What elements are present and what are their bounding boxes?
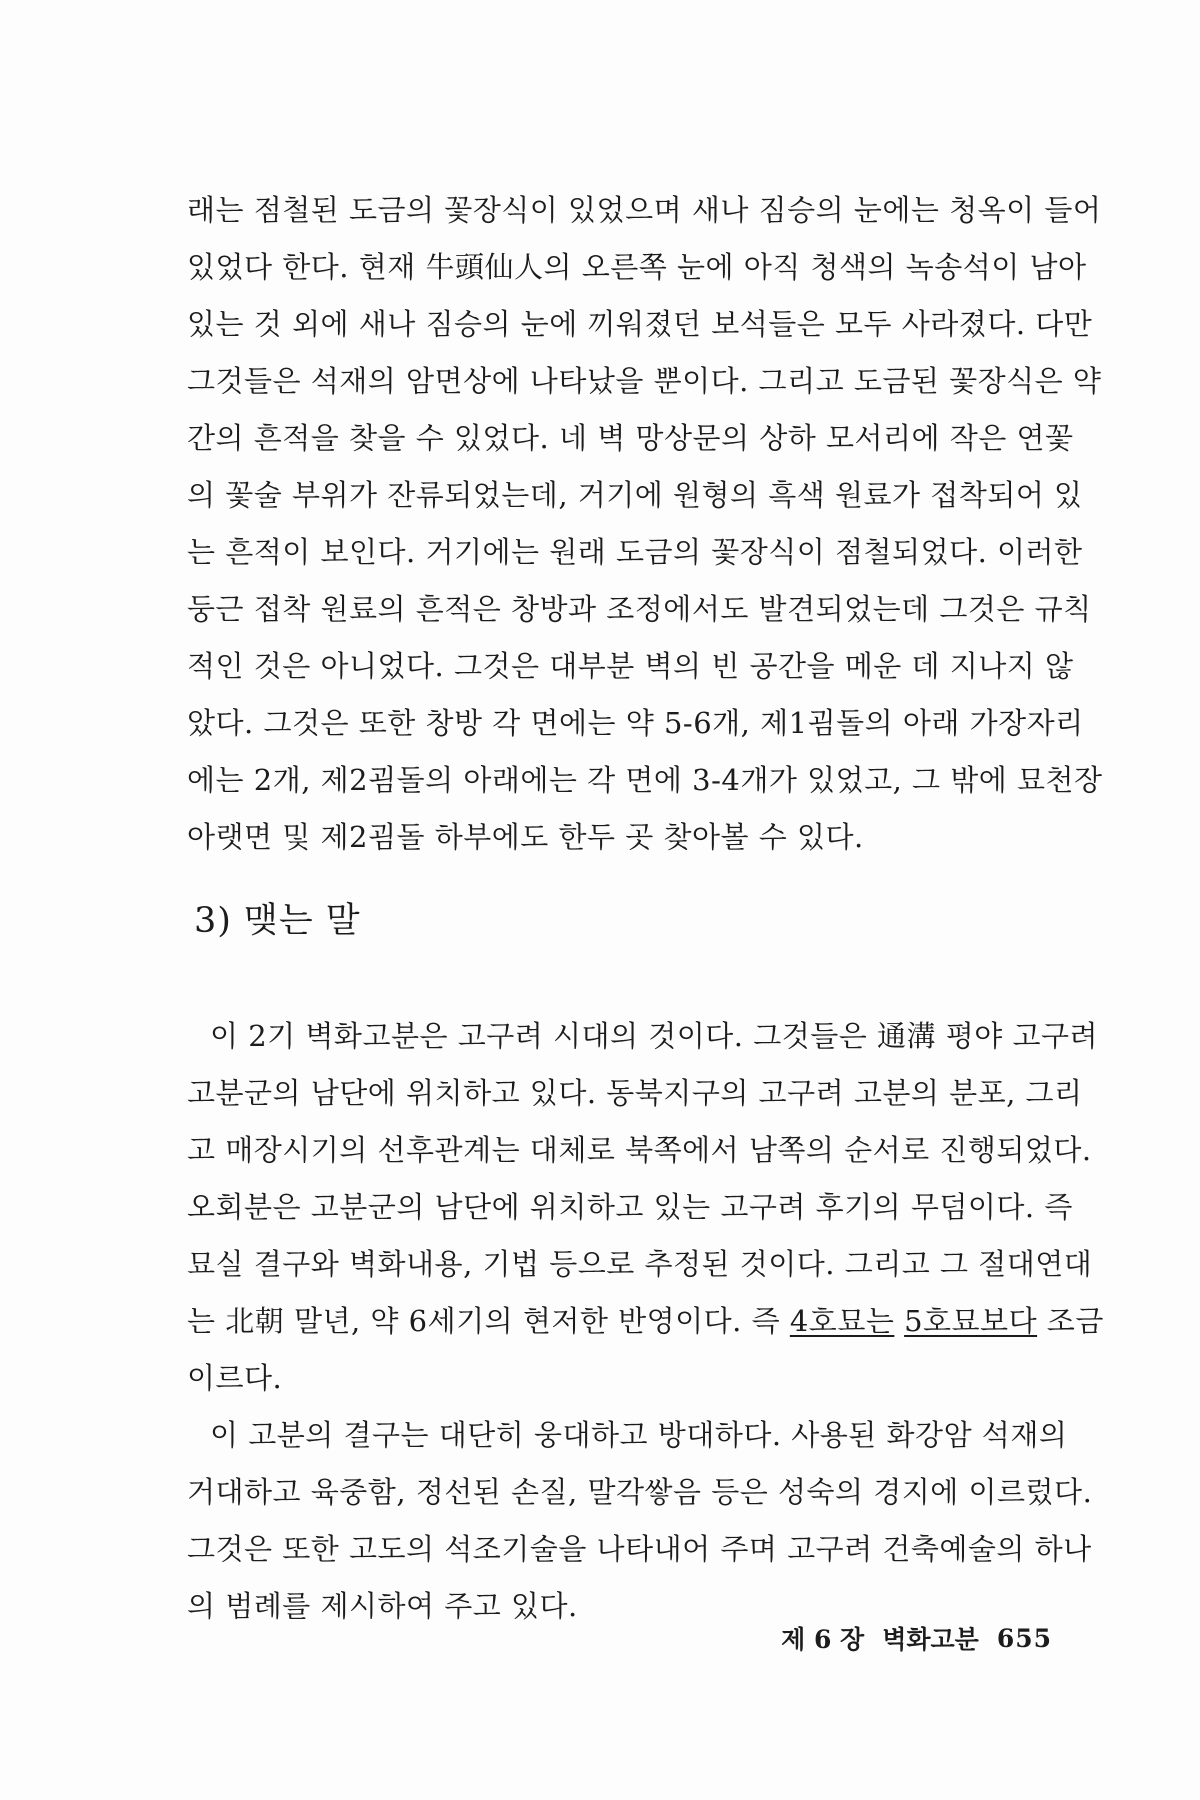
page-footer xyxy=(770,1618,1052,1658)
text-segment: 조금 xyxy=(1037,1304,1104,1338)
body-text-line: 아랫면 및 제2굄돌 하부에도 한두 곳 찾아볼 수 있다. xyxy=(187,820,864,854)
body-text-line xyxy=(187,1293,1104,1349)
body-text-line: 있는 것 외에 새나 짐승의 눈에 끼워졌던 보석들은 모두 사라졌다. 다만 xyxy=(187,307,1093,341)
body-text-line: 적인 것은 아니었다. 그것은 대부분 벽의 빈 공간을 메운 데 지나지 않 xyxy=(187,649,1074,683)
body-text-line: 이 2기 벽화고분은 고구려 시대의 것이다. 그것들은 通溝 평야 고구려 xyxy=(210,1019,1098,1053)
body-text-line: 는 흔적이 보인다. 거기에는 원래 도금의 꽃장식이 점철되었다. 이러한 xyxy=(187,535,1083,569)
body-text-line: 묘실 결구와 벽화내용, 기법 등으로 추정된 것이다. 그리고 그 절대연대 xyxy=(187,1247,1093,1281)
body-text-line: 둥근 접착 원료의 흔적은 창방과 조정에서도 발견되었는데 그것은 규칙 xyxy=(187,592,1092,626)
body-text-line: 래는 점철된 도금의 꽃장식이 있었으며 새나 짐승의 눈에는 청옥이 들어 xyxy=(187,193,1102,227)
body-text-line: 그것들은 석재의 암면상에 나타났을 뿐이다. 그리고 도금된 꽃장식은 약 xyxy=(187,364,1102,398)
body-text-line: 에는 2개, 제2굄돌의 아래에는 각 면에 3-4개가 있었고, 그 밖에 묘천장 xyxy=(187,763,1103,797)
body-text-line: 오회분은 고분군의 남단에 위치하고 있는 고구려 후기의 무덤이다. 즉 xyxy=(187,1190,1073,1224)
body-text-line: 이르다. xyxy=(187,1361,283,1395)
body-text-line: 의 꽃술 부위가 잔류되었는데, 거기에 원형의 흑색 원료가 접착되어 있 xyxy=(187,478,1083,512)
section-heading: 3) 맺는 말 xyxy=(194,901,361,941)
body-text-line: 았다. 그것은 또한 창방 각 면에는 약 5-6개, 제1굄돌의 아래 가장자리 xyxy=(187,706,1084,740)
underlined-text: 5호묘보다 xyxy=(904,1304,1038,1338)
body-text-line: 의 범례를 제시하여 주고 있다. xyxy=(187,1589,578,1623)
text-segment: 는 北朝 말년, 약 6세기의 현저한 반영이다. 즉 xyxy=(187,1304,790,1338)
body-text-line: 거대하고 육중함, 정선된 손질, 말각쌓음 등은 성숙의 경지에 이르렀다. xyxy=(187,1475,1093,1509)
underlined-text: 4호묘는 xyxy=(789,1304,895,1338)
body-text-line: 고 매장시기의 선후관계는 대체로 북쪽에서 남쪽의 순서로 진행되었다. xyxy=(187,1133,1092,1167)
body-text-line: 간의 흔적을 찾을 수 있었다. 네 벽 망상문의 상하 모서리에 작은 연꽃 xyxy=(187,421,1074,455)
body-text-line: 고분군의 남단에 위치하고 있다. 동북지구의 고구려 고분의 분포, 그리 xyxy=(187,1076,1083,1110)
chapter-title: 벽화고분 xyxy=(882,1625,979,1654)
body-text-line: 있었다 한다. 현재 牛頭仙人의 오른쪽 눈에 아직 청색의 녹송석이 남아 xyxy=(187,250,1087,284)
page-number: 655 xyxy=(996,1623,1052,1653)
text-segment xyxy=(894,1304,904,1338)
body-text-line: 그것은 또한 고도의 석조기술을 나타내어 주며 고구려 건축예술의 하나 xyxy=(187,1532,1092,1566)
body-text-line: 이 고분의 결구는 대단히 웅대하고 방대하다. 사용된 화강암 석재의 xyxy=(210,1418,1068,1452)
chapter-label: 제 6 장 xyxy=(781,1625,865,1654)
